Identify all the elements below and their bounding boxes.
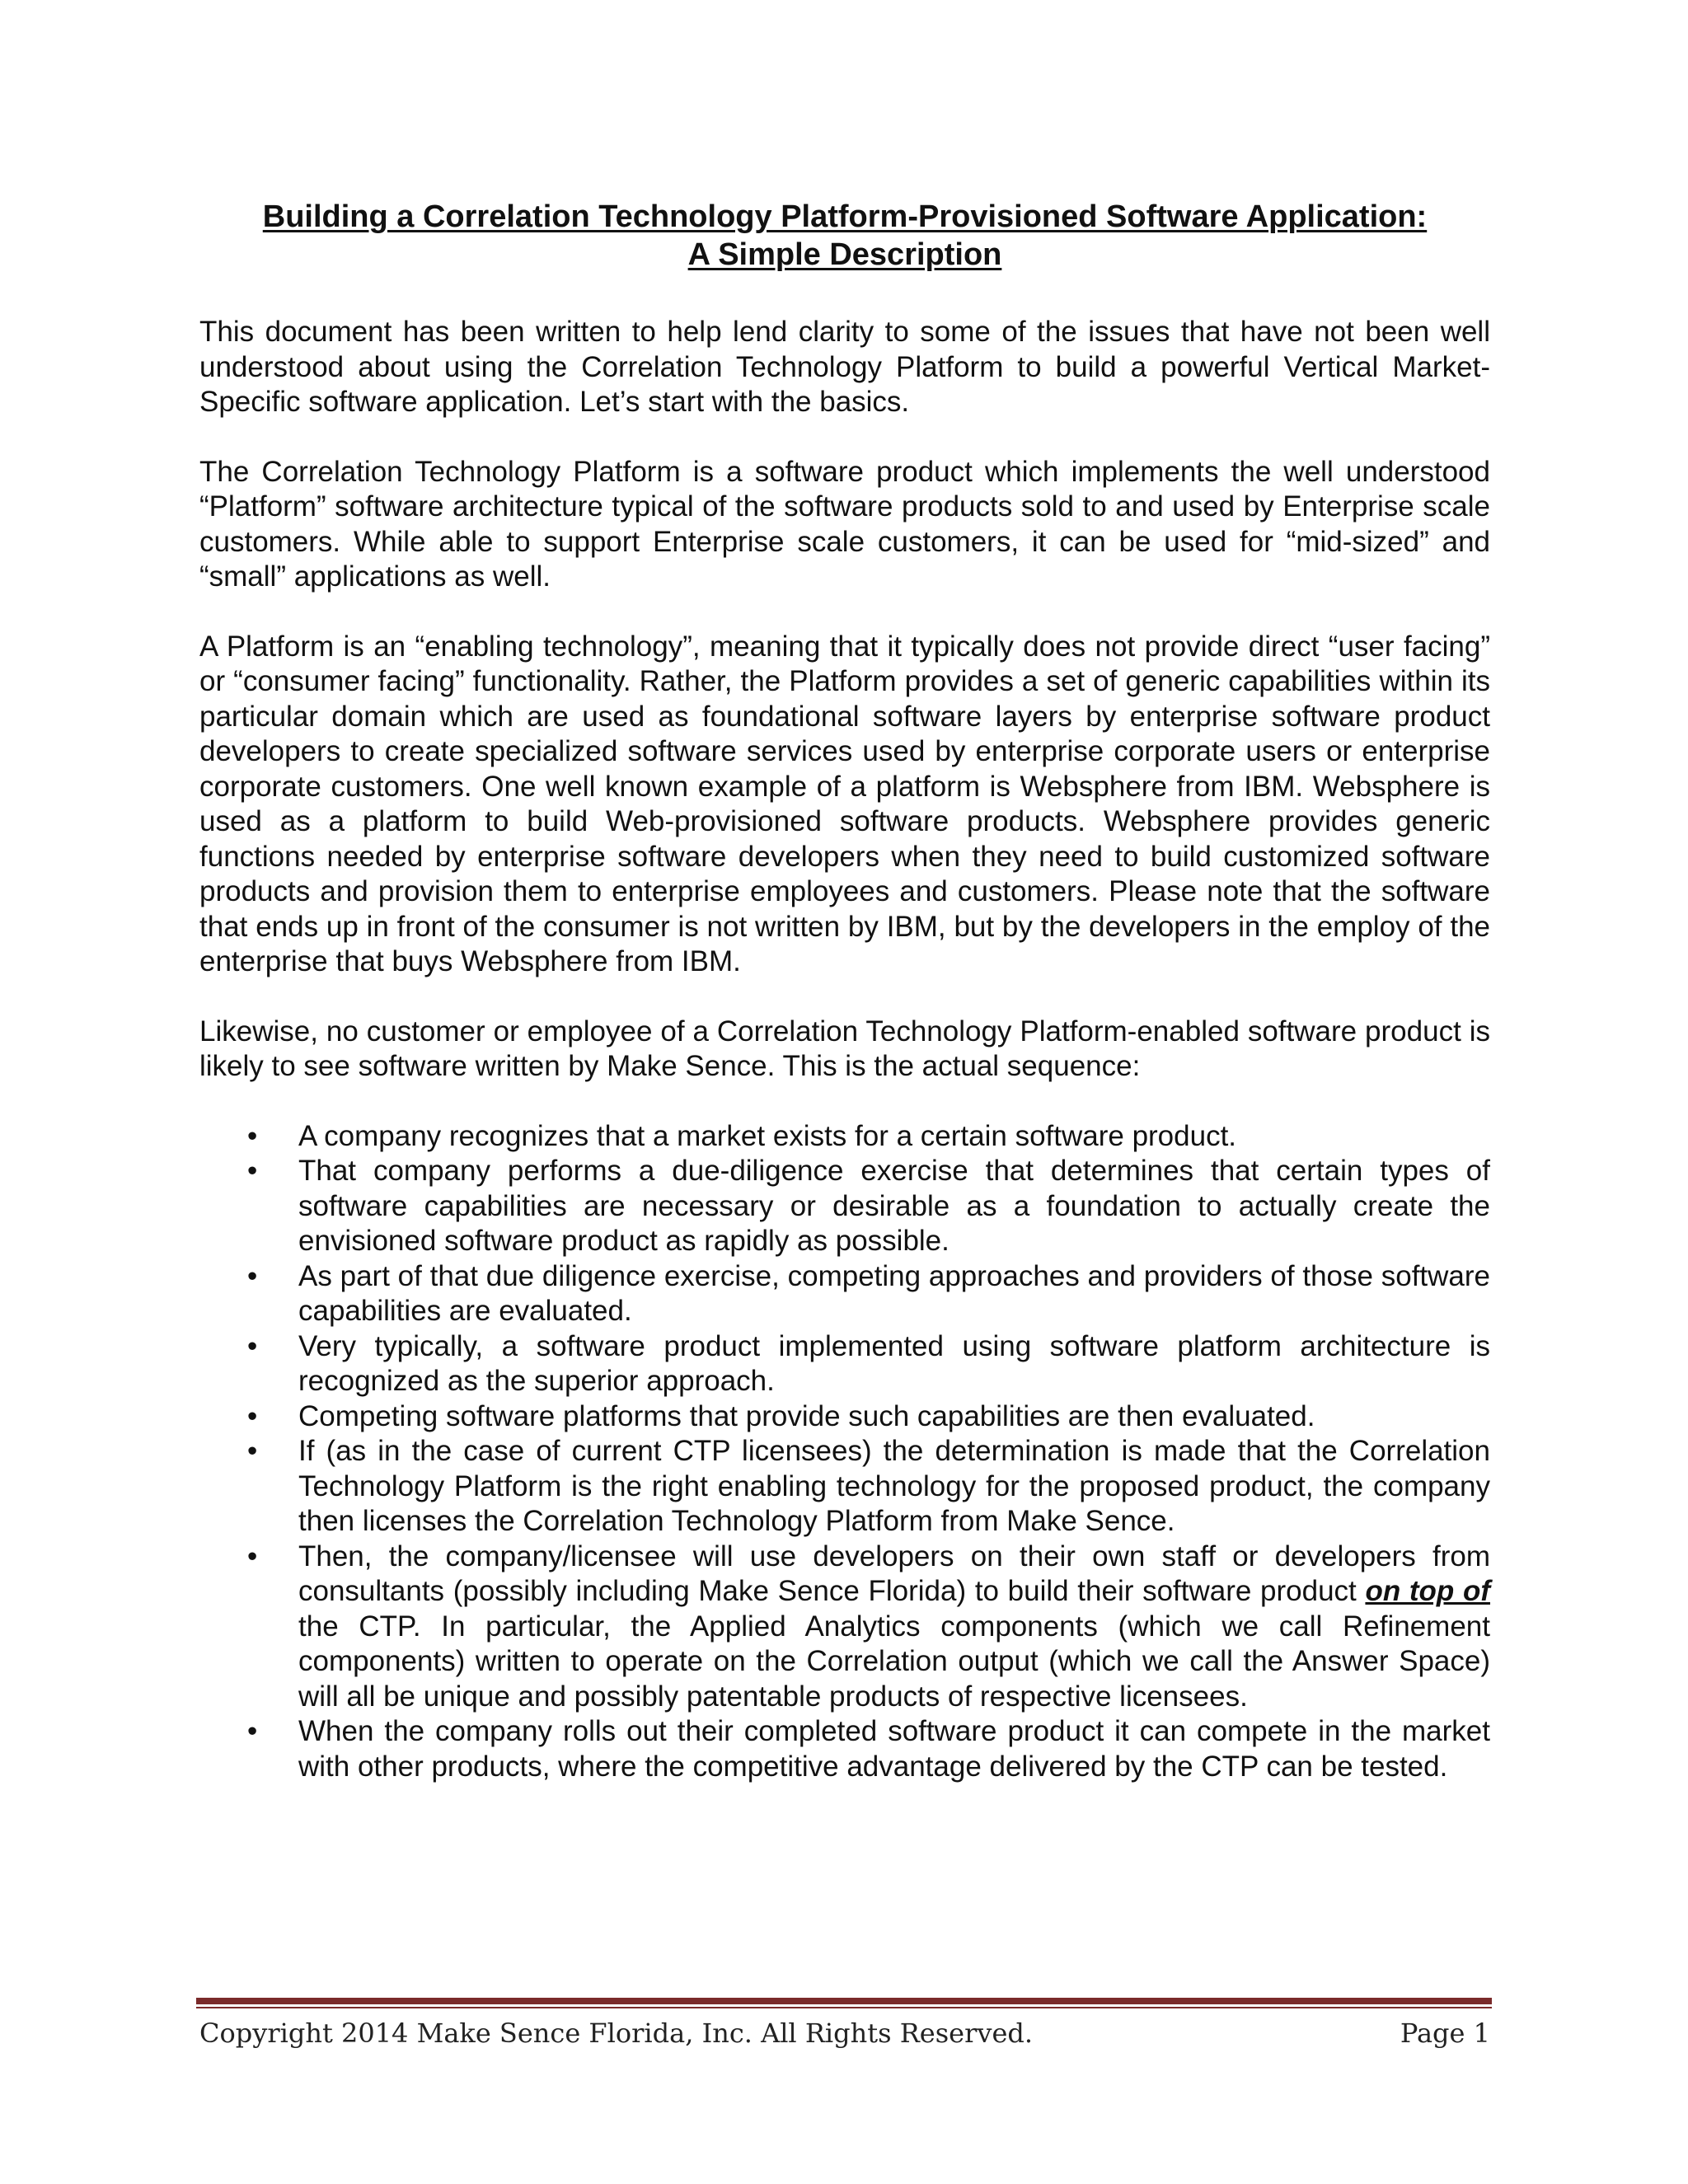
paragraph-platform-definition: The Correlation Technology Platform is a software product which implements the well understood “Platform” software architecture typical of the software products sold to and used by Enterprise scale customers. While able to support Enterprise scale customers, it can be used for “mid-sized” and “small” applications as well.: [199, 455, 1490, 593]
bullet-icon: •: [247, 1715, 258, 1747]
bullet-icon: •: [247, 1119, 258, 1152]
title-line-2: A Simple Description: [687, 237, 1002, 272]
list-item: [199, 1154, 1490, 1259]
list-item-text: Competing software platforms that provide such capabilities are then evaluated.: [298, 1399, 1315, 1432]
title-line-1: Building a Correlation Technology Platform-Provisioned Software Application:: [262, 199, 1428, 234]
sequence-list: [199, 1119, 1490, 1785]
list-item-text: When the company rolls out their completed software product it can compete in the market with other products, where the competitive advantage delivered by the CTP can be tested.: [298, 1715, 1490, 1783]
list-item: [199, 1714, 1490, 1784]
footer-page-number: Page 1: [1400, 2018, 1490, 2049]
list-item: [199, 1540, 1490, 1715]
paragraph-intro: This document has been written to help lend clarity to some of the issues that have not been well understood about using the Correlation Technology Platform to build a powerful Vertical Market-Specific software application. Let’s start with the basics.: [199, 316, 1490, 418]
list-item-text-after: the CTP. In particular, the Applied Analytics components (which we call Refinement components) written to operate on the Correlation output (which we call the Answer Space) will all be unique and possibly patentable products of respective licensees.: [298, 1610, 1490, 1713]
footer-copyright: Copyright 2014 Make Sence Florida, Inc. All Rights Reserved.: [199, 2018, 1034, 2049]
bullet-icon: •: [247, 1540, 258, 1572]
paragraph-enabling-technology: A Platform is an “enabling technology”, meaning that it typically does not provide direct “user facing” or “consumer facing” functionality. Rather, the Platform provides a set of generic capabilities within its particular domain which are used as foundational software layers by enterprise software product developers to create specialized software services used by enterprise corporate users or enterprise corporate customers. One well known example of a platform is Websphere from IBM. Websphere is used as a platform to build Web-provisioned software products. Websphere provides generic functions needed by enterprise software developers when they need to build customized software products and provision them to enterprise employees and customers. Please note that the software that ends up in front of the consumer is not written by IBM, but by the developers in the employ of the enterprise that buys Websphere from IBM.: [199, 630, 1490, 977]
list-item-text-before: Then, the company/licensee will use developers on their own staff or developers from consultants (possibly including Make Sence Florida) to build their software product: [298, 1540, 1490, 1607]
bullet-icon: •: [247, 1399, 258, 1432]
list-item: [199, 1259, 1490, 1329]
list-item: [199, 1434, 1490, 1540]
document-title: [199, 198, 1490, 274]
list-item-text: As part of that due diligence exercise, competing approaches and providers of those software capabilities are evaluated.: [298, 1259, 1490, 1327]
footer-divider: [196, 1998, 1492, 2004]
document-body: [199, 198, 1490, 1784]
bullet-icon: •: [247, 1435, 258, 1467]
bullet-icon: •: [247, 1155, 258, 1187]
list-item: [199, 1399, 1490, 1435]
list-item: [199, 1329, 1490, 1399]
list-item-text: That company performs a due-diligence exercise that determines that certain types of software capabilities are necessary or desirable as a foundation to actually create the envisioned software product as rapidly as possible.: [298, 1155, 1490, 1257]
paragraph-sequence-intro: Likewise, no customer or employee of a Correlation Technology Platform-enabled software product is likely to see software written by Make Sence. This is the actual sequence:: [199, 1015, 1490, 1082]
list-item-text: If (as in the case of current CTP licensees) the determination is made that the Correlation Technology Platform is the right enabling technology for the proposed product, the company then licenses the Correlation Technology Platform from Make Sence.: [298, 1435, 1490, 1537]
page-footer: [199, 2013, 1490, 2054]
list-item-text: A company recognizes that a market exists for a certain software product.: [298, 1119, 1237, 1152]
bullet-icon: •: [247, 1259, 258, 1292]
bullet-icon: •: [247, 1329, 258, 1362]
list-item-text: Very typically, a software product implemented using software platform architecture is recognized as the superior approach.: [298, 1329, 1490, 1397]
list-item: [199, 1119, 1490, 1155]
footer-divider-thin: [196, 2007, 1492, 2008]
emphasis-on-top-of: on top of: [1365, 1575, 1490, 1607]
